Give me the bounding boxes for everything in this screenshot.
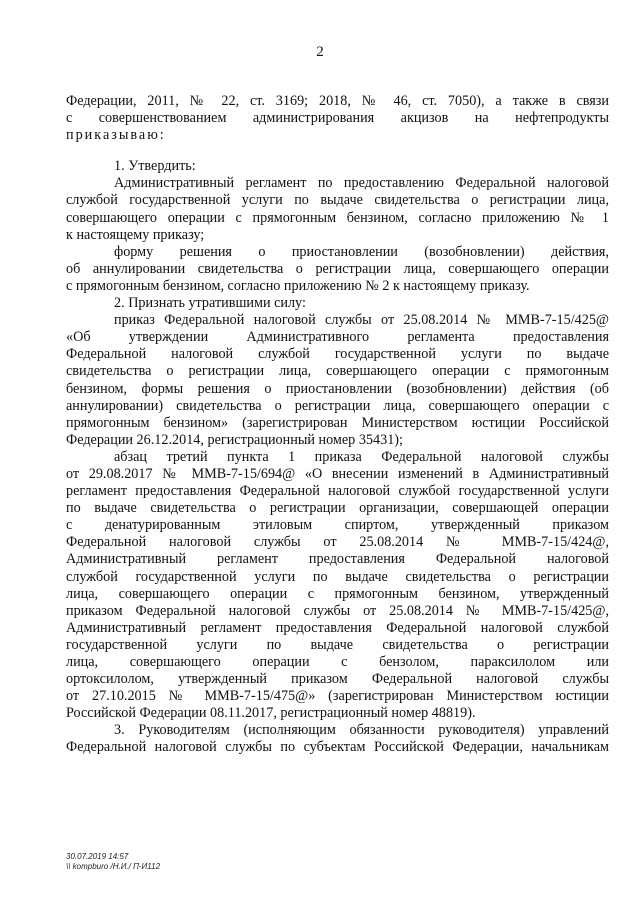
page-number: 2: [316, 44, 324, 60]
text-line: службой государственной услуги по выдаче свидетельства о регистрации: [66, 568, 609, 585]
text-line: лица, совершающего операции с прямогонным бензином, утвержденный: [66, 585, 609, 602]
text-line: государственной услуги по выдаче свидетельства о регистрации: [66, 636, 609, 653]
text-line: с прямогонным бензином, согласно приложению № 2 к настоящему приказу.: [66, 277, 530, 294]
text-line: 2. Признать утратившими силу:: [114, 295, 306, 312]
text-line: приказ Федеральной налоговой службы от 25.08.2014 № ММВ-7-15/425@: [114, 312, 609, 329]
text-line: Федерации 26.12.2014, регистрационный номер 35431);: [66, 431, 403, 448]
text-line: регламент предоставления Федеральной налоговой службой государственной услуги: [66, 483, 609, 500]
text-line: Административный регламент по предоставлению Федеральной налоговой: [114, 175, 609, 192]
text-line: от 27.10.2015 № ММВ-7-15/475@» (зарегистрирован Министерством юстиции: [66, 688, 609, 705]
text-line: прямогонным бензином» (зарегистрирован Министерством юстиции Российской: [66, 414, 609, 431]
text-line: форму решения о приостановлении (возобновлении) действия,: [114, 243, 609, 260]
text-line: 3. Руководителям (исполняющим обязанности руководителя) управлений: [114, 722, 609, 739]
text-line: совершающего операции с прямогонным бензином, согласно приложению № 1: [66, 209, 609, 226]
text-line: аннулировании) свидетельства о регистрации лица, совершающего операции с: [66, 397, 609, 414]
text-line: с денатурированным этиловым спиртом, утвержденный приказом: [66, 517, 609, 534]
text-line: приказываю:: [66, 127, 166, 144]
footer-timestamp: 30.07.2019 14:57: [66, 852, 129, 861]
text-line: ортоксилолом, утвержденный приказом Федеральной налоговой службы: [66, 671, 609, 688]
text-line: Федерации, 2011, № 22, ст. 3169; 2018, № 46, ст. 7050), а также в связи: [66, 93, 609, 109]
text-line: Административный регламент предоставления Федеральной налоговой службой: [66, 619, 609, 636]
text-line: по выдаче свидетельства о регистрации организации, совершающей операции: [66, 500, 609, 517]
text-line: с совершенствованием администрирования акцизов на нефтепродукты: [66, 110, 609, 127]
text-line: бензином, формы решения о приостановлении (возобновлении) действия (об: [66, 380, 609, 397]
text-line: абзац третий пункта 1 приказа Федеральной налоговой службы: [114, 448, 609, 465]
document-body: [66, 93, 609, 757]
footer-file-path: \\ kompburo /Н.И./ П-И112: [66, 862, 161, 871]
text-line: Федеральной налоговой службы от 25.08.2014 № ММВ-7-15/424@,: [66, 534, 609, 551]
text-line: службой государственной услуги по выдаче свидетельства о регистрации лица,: [66, 192, 609, 209]
document-footer: [66, 852, 160, 872]
text-line: свидетельства о регистрации лица, совершающего операции с прямогонным: [66, 363, 609, 380]
text-line: «Об утверждении Административного регламента предоставления: [66, 329, 609, 346]
text-line: приказом Федеральной налоговой службы от 25.08.2014 № ММВ-7-15/425@,: [66, 602, 609, 619]
text-line: к настоящему приказу;: [66, 226, 205, 243]
text-line: Административный регламент предоставления Федеральной налоговой: [66, 551, 609, 568]
text-line: Российской Федерации 08.11.2017, регистрационный номер 48819).: [66, 705, 476, 722]
text-line: от 29.08.2017 № ММВ-7-15/694@ «О внесении изменений в Административный: [66, 465, 609, 482]
text-line: лица, совершающего операции с бензолом, параксилолом или: [66, 654, 609, 670]
text-line: Федеральной налоговой службой государственной услуги по выдаче: [66, 346, 609, 363]
text-line: 1. Утвердить:: [114, 158, 196, 175]
text-line: об аннулировании свидетельства о регистрации лица, совершающего операции: [66, 260, 609, 277]
text-line: Федеральной налоговой службы по субъектам Российской Федерации, начальникам: [66, 739, 609, 756]
